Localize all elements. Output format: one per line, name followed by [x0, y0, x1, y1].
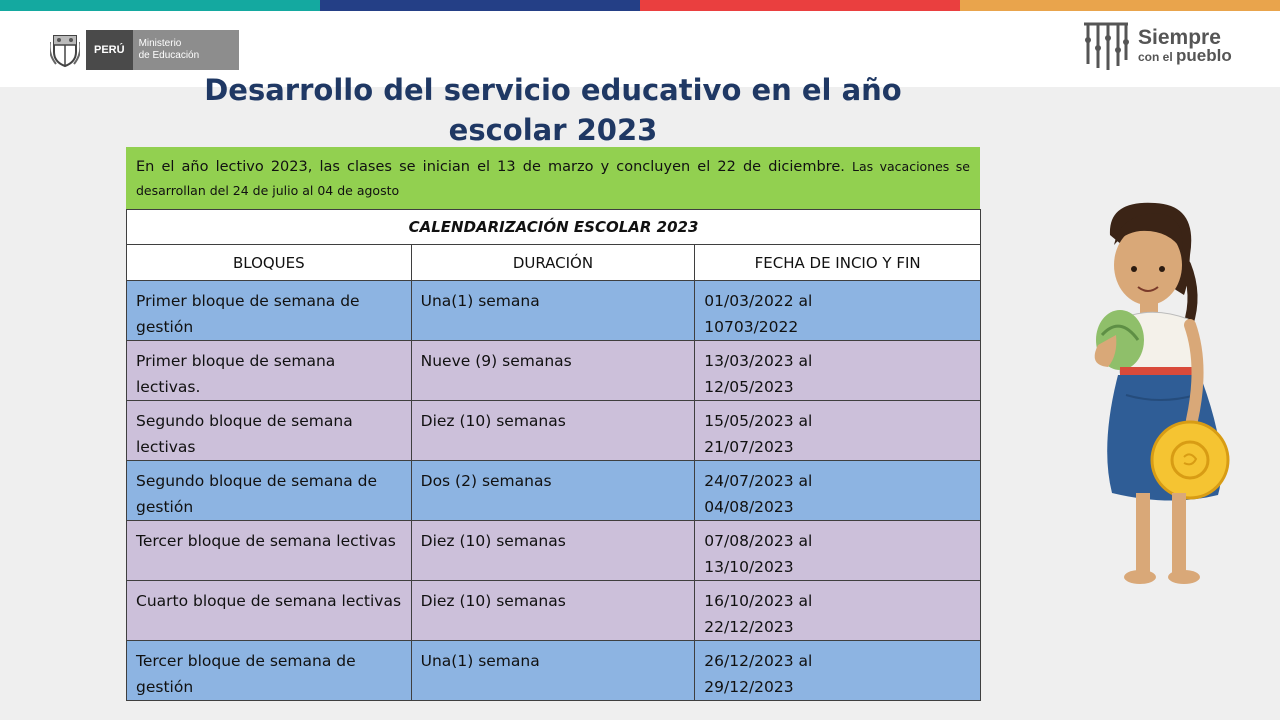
color-bar-navy [320, 0, 640, 11]
color-bar-orange [960, 0, 1280, 11]
fecha-fin: 22/12/2023 [704, 618, 794, 636]
table-caption: CALENDARIZACIÓN ESCOLAR 2023 [127, 210, 981, 245]
color-bar-teal [0, 0, 320, 11]
slogan-line-2-prefix: con el [1138, 49, 1173, 64]
page-title: Desarrollo del servicio educativo en el año escolar 2023 [204, 73, 902, 147]
table-row [127, 341, 981, 401]
fecha-cell [695, 401, 981, 461]
intro-small-text: Las vacaciones se desarrollan del 24 de julio al 04 de agosto [136, 159, 971, 198]
girl-with-hat-illustration [1080, 195, 1240, 595]
duracion-cell: Una(1) semana [411, 281, 695, 341]
fecha-fin: 21/07/2023 [704, 438, 794, 456]
ministry-logo [50, 30, 239, 70]
table-row [127, 281, 981, 341]
fecha-inicio: 16/10/2023 al [704, 592, 813, 610]
ministry-line-1: Ministerio [138, 38, 182, 49]
table-row [127, 641, 981, 701]
table-row [127, 581, 981, 641]
bloque-cell: Segundo bloque de semana lectivas [127, 401, 412, 461]
fecha-fin: 12/05/2023 [704, 378, 794, 396]
duracion-cell: Diez (10) semanas [411, 401, 695, 461]
textile-pattern-icon [1080, 20, 1132, 74]
column-header-bloques: BLOQUES [127, 245, 412, 281]
fecha-fin: 10703/2022 [704, 318, 799, 336]
bloque-cell: Cuarto bloque de semana lectivas [127, 581, 412, 641]
slogan-line-1: Siempre [1138, 25, 1221, 49]
fecha-inicio: 15/05/2023 al [704, 412, 813, 430]
color-bar-red [640, 0, 960, 11]
fecha-cell [695, 581, 981, 641]
fecha-inicio: 01/03/2022 al [704, 292, 813, 310]
fecha-cell [695, 521, 981, 581]
fecha-inicio: 13/03/2023 al [704, 352, 813, 370]
table-row [127, 521, 981, 581]
fecha-cell [695, 281, 981, 341]
fecha-fin: 04/08/2023 [704, 498, 794, 516]
fecha-inicio: 24/07/2023 al [704, 472, 813, 490]
peru-label: PERÚ [86, 30, 133, 70]
top-color-bar [0, 0, 1280, 11]
ministry-line-2: de Educación [138, 50, 200, 61]
slogan-line-2-main: pueblo [1176, 45, 1232, 65]
column-header-fecha: FECHA DE INCIO Y FIN [695, 245, 981, 281]
fecha-fin: 13/10/2023 [704, 558, 794, 576]
duracion-cell: Dos (2) semanas [411, 461, 695, 521]
bloque-cell: Tercer bloque de semana lectivas [127, 521, 412, 581]
intro-main-text: En el año lectivo 2023, las clases se inician el 13 de marzo y concluyen el 22 de diciembre. [136, 159, 845, 175]
intro-box [126, 147, 980, 209]
bloque-cell: Segundo bloque de semana de gestión [127, 461, 412, 521]
fecha-cell [695, 341, 981, 401]
siempre-con-el-pueblo-logo [1080, 20, 1232, 74]
bloque-cell: Primer bloque de semana de gestión [127, 281, 412, 341]
ministry-label [133, 30, 239, 70]
fecha-inicio: 26/12/2023 al [704, 652, 813, 670]
column-header-duracion: DURACIÓN [411, 245, 695, 281]
table-row [127, 401, 981, 461]
table-row [127, 461, 981, 521]
duracion-cell: Nueve (9) semanas [411, 341, 695, 401]
calendar-table [126, 209, 981, 701]
duracion-cell: Diez (10) semanas [411, 521, 695, 581]
bloque-cell: Tercer bloque de semana de gestión [127, 641, 412, 701]
fecha-cell [695, 641, 981, 701]
fecha-cell [695, 461, 981, 521]
fecha-inicio: 07/08/2023 al [704, 532, 813, 550]
peru-coat-of-arms-icon [50, 32, 80, 68]
fecha-fin: 29/12/2023 [704, 678, 794, 696]
bloque-cell: Primer bloque de semana lectivas. [127, 341, 412, 401]
duracion-cell: Diez (10) semanas [411, 581, 695, 641]
duracion-cell: Una(1) semana [411, 641, 695, 701]
